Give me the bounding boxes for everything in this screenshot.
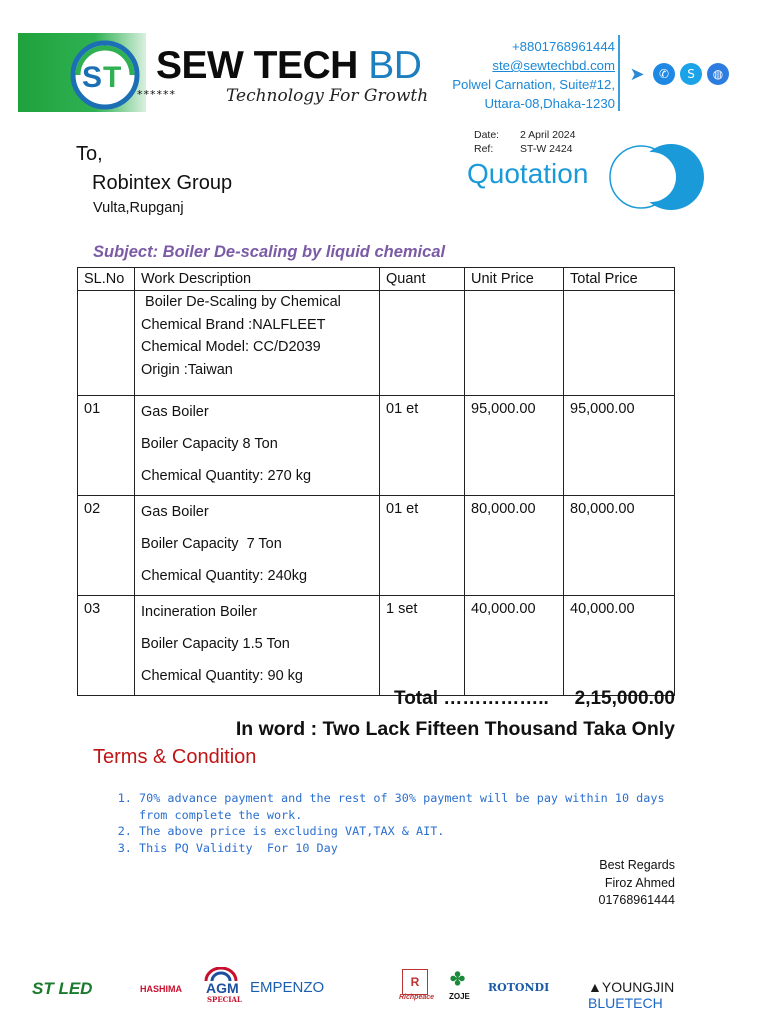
- table-cell: [380, 291, 465, 396]
- table-cell: [564, 291, 675, 396]
- date-label: Date:: [474, 129, 500, 141]
- signature-name: Firoz Ahmed: [604, 875, 675, 890]
- desc-line: Boiler Capacity 7 Ton: [141, 536, 282, 552]
- brand-tagline: Technology For Growth: [226, 86, 429, 106]
- col-header-unit-price: Unit Price: [465, 268, 564, 291]
- amount-in-words: In word : Two Lack Fifteen Thousand Taka Only: [235, 718, 675, 740]
- cell-unit-price: 95,000.00: [465, 396, 564, 496]
- cell-description: [135, 496, 380, 596]
- empenzo-logo: EMPENZO: [250, 979, 325, 996]
- st-led-logo: ST LED: [32, 979, 93, 998]
- intro-line: Chemical Brand :NALFLEET: [141, 316, 326, 333]
- richpeace-mark-icon: R: [402, 969, 428, 995]
- phone-icon[interactable]: ✆: [653, 63, 675, 85]
- intro-description: [135, 291, 380, 396]
- footer-brand-logos: [30, 965, 745, 1011]
- recipient-name: Robintex Group: [92, 172, 233, 194]
- terms-title: Terms & Condition: [93, 746, 257, 768]
- signature-greeting: Best Regards: [599, 858, 675, 872]
- decorative-circles-icon: [607, 142, 707, 212]
- table-row: [78, 396, 675, 496]
- rotondi-logo: ROTONDI: [488, 981, 550, 994]
- svg-text:S: S: [82, 61, 103, 94]
- brand-name: [156, 46, 421, 85]
- richpeace-logo: Richpeace: [399, 994, 435, 1001]
- globe-icon[interactable]: ◍: [707, 63, 729, 85]
- cell-quant: 01 et: [380, 396, 465, 496]
- intro-line: Chemical Model: CC/D2039: [141, 339, 321, 355]
- header-divider: [618, 35, 620, 111]
- col-header-quant: Quant: [380, 268, 465, 291]
- doc-meta: [474, 128, 575, 156]
- table-row: [78, 291, 675, 396]
- terms-item: 3. This PQ Validity For 10 Day: [139, 840, 699, 857]
- desc-line: Gas Boiler: [141, 404, 209, 420]
- subject-line: Subject: Boiler De-scaling by liquid chemical: [93, 243, 446, 261]
- quotation-table: [77, 267, 675, 696]
- terms-item: 2. The above price is excluding VAT,TAX & AIT.: [139, 823, 699, 840]
- logo-stars: ******: [137, 88, 176, 101]
- contact-address-line1: Polwel Carnation, Suite#12,: [452, 77, 615, 92]
- col-header-total-price: Total Price: [564, 268, 675, 291]
- cell-slno: 02: [78, 496, 135, 596]
- table-row: [78, 596, 675, 696]
- hashima-logo: HASHIMA: [140, 984, 182, 994]
- sewtech-logo-icon: [70, 40, 140, 110]
- desc-line: Chemical Quantity: 270 kg: [141, 468, 312, 484]
- intro-line: Origin :Taiwan: [141, 361, 233, 378]
- contact-email-link[interactable]: ste@sewtechbd.com: [492, 58, 615, 73]
- document-title: Quotation: [467, 158, 589, 189]
- to-label: To,: [76, 143, 103, 165]
- brand-main: SEW TECH: [156, 44, 358, 87]
- cell-unit-price: 80,000.00: [465, 496, 564, 596]
- table-cell: [465, 291, 564, 396]
- col-header-description: Work Description: [135, 268, 380, 291]
- table-row: [78, 496, 675, 596]
- table-header-row: [78, 268, 675, 291]
- total-value: 2,15,000.00: [574, 688, 675, 709]
- contact-address-line2: Uttara-08,Dhaka-1230: [484, 96, 615, 111]
- terms-item: 1. 70% advance payment and the rest of 30% payment will be pay within 10 days from complete the work.: [139, 790, 699, 823]
- cell-unit-price: 40,000.00: [465, 596, 564, 696]
- signature-block: [599, 857, 675, 910]
- skype-icon[interactable]: S: [680, 63, 702, 85]
- contact-phone: +8801768961444: [511, 39, 615, 54]
- cell-description: [135, 596, 380, 696]
- brand-suffix: BD: [368, 44, 422, 87]
- desc-line: Incineration Boiler: [141, 604, 258, 620]
- agm-sub: SPECIAL: [207, 995, 242, 1004]
- ref-value: ST-W 2424: [520, 143, 573, 155]
- desc-line: Boiler Capacity 8 Ton: [141, 436, 278, 452]
- cell-quant: 01 et: [380, 496, 465, 596]
- social-icons: [626, 63, 729, 85]
- cell-total-price: 95,000.00: [564, 396, 675, 496]
- intro-line: Boiler De-Scaling by Chemical: [141, 294, 341, 310]
- signature-phone: 01768961444: [598, 893, 675, 907]
- total-label: Total ……………..: [394, 688, 549, 709]
- contact-block: [420, 37, 615, 113]
- youngjin-logo: ▲YOUNGJIN BLUETECH: [588, 979, 675, 1011]
- cell-slno: 01: [78, 396, 135, 496]
- zoje-logo: ZOJE: [449, 992, 470, 1001]
- table-cell: [78, 291, 135, 396]
- recipient-address: Vulta,Rupganj: [93, 200, 184, 216]
- agm-logo: AGM: [206, 980, 239, 996]
- desc-line: Gas Boiler: [141, 504, 209, 520]
- svg-text:T: T: [103, 61, 122, 94]
- zoje-mark-icon: ✤: [450, 969, 466, 989]
- col-header-slno: SL.No: [78, 268, 135, 291]
- bluetech-text: BLUETECH: [588, 995, 663, 1011]
- cell-total-price: 80,000.00: [564, 496, 675, 596]
- cell-description: [135, 396, 380, 496]
- desc-line: Chemical Quantity: 90 kg: [141, 668, 303, 684]
- cell-quant: 1 set: [380, 596, 465, 696]
- cell-total-price: 40,000.00: [564, 596, 675, 696]
- terms-list: [115, 790, 699, 856]
- cell-slno: 03: [78, 596, 135, 696]
- telegram-icon[interactable]: ➤: [629, 63, 645, 85]
- desc-line: Boiler Capacity 1.5 Ton: [141, 636, 290, 652]
- ref-label: Ref:: [474, 143, 494, 155]
- youngjin-text: YOUNGJIN: [601, 979, 675, 995]
- date-value: 2 April 2024: [520, 129, 576, 141]
- desc-line: Chemical Quantity: 240kg: [141, 568, 308, 584]
